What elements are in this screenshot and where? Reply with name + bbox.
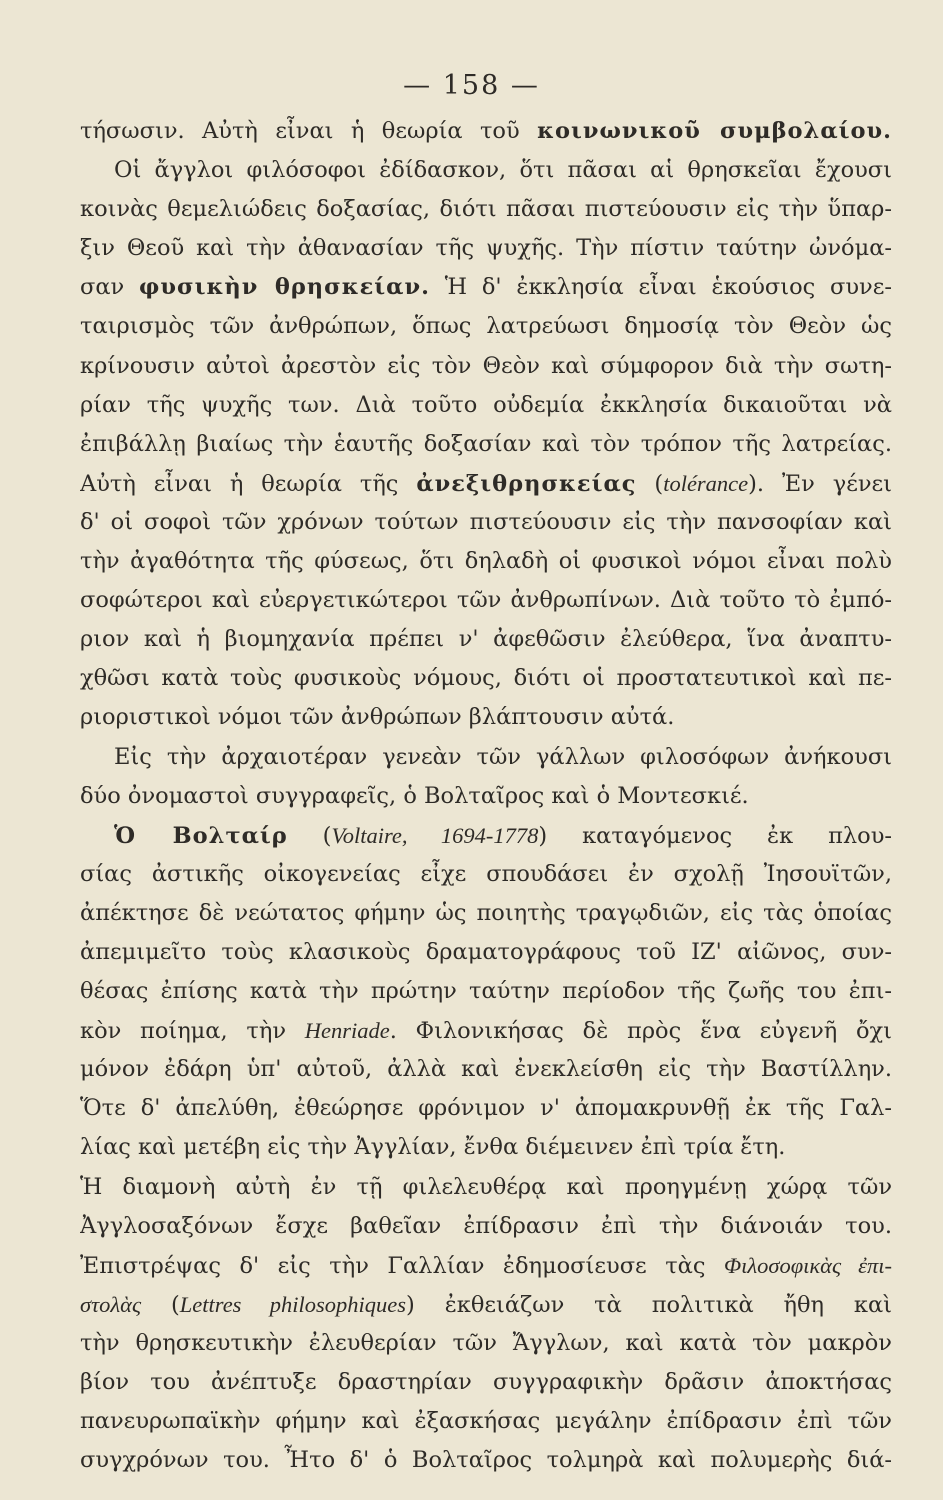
italic-term: Henriade bbox=[304, 1018, 390, 1044]
text-line bbox=[80, 1246, 892, 1285]
text-segment: κοινὰς θεμελιώδεις δοξασίας, διότι πᾶσαι πιστεύουσιν εἰς τὴν ὕπαρ- bbox=[80, 196, 892, 223]
text-segment: Εἰς τὴν ἀρχαιοτέραν γενεὰν τῶν γάλλων φιλοσόφων ἀνήκουσι bbox=[114, 743, 892, 770]
text-line bbox=[80, 894, 892, 933]
text-segment: μόνον ἐδάρη ὑπ' αὐτοῦ, ἀλλὰ καὶ ἐνεκλείσθη εἰς τὴν Βαστίλλην. bbox=[80, 1056, 892, 1083]
text-segment: σίας ἀστικῆς οἰκογενείας εἶχε σπουδάσει ἐν σχολῇ Ἰησουϊτῶν, bbox=[80, 860, 892, 887]
text-segment: . Φιλονικήσας δὲ πρὸς ἕνα εὐγενῆ ὄχι bbox=[389, 1018, 892, 1045]
text-segment: δύο ὀνομαστοὶ συγγραφεῖς, ὁ Βολταῖρος καὶ ὁ Μοντεσκιέ. bbox=[80, 782, 749, 809]
text-segment: ριον καὶ ἡ βιομηχανία πρέπει ν' ἀφεθῶσιν ἐλεύθερα, ἵνα ἀναπτυ- bbox=[80, 626, 892, 653]
text-line bbox=[80, 190, 892, 229]
text-segment: ( bbox=[141, 1291, 180, 1318]
text-line bbox=[80, 542, 892, 581]
text-line bbox=[80, 777, 892, 816]
text-line bbox=[80, 620, 892, 659]
text-line bbox=[80, 581, 892, 620]
spaced-term: Ὁ Βολταίρ bbox=[114, 822, 288, 849]
text-line bbox=[80, 816, 892, 855]
text-line bbox=[80, 464, 892, 503]
text-line bbox=[80, 1285, 892, 1324]
text-segment: χθῶσι κατὰ τοὺς φυσικοὺς νόμους, διότι οἱ προστατευτικοὶ καὶ πε- bbox=[80, 665, 892, 692]
text-line bbox=[80, 972, 892, 1011]
text-line bbox=[80, 1207, 892, 1246]
text-line bbox=[80, 698, 892, 737]
text-segment: ἀπέκτησε δὲ νεώτατος φήμην ὡς ποιητὴς τραγῳδιῶν, εἰς τὰς ὁποίας bbox=[80, 899, 892, 926]
text-line bbox=[80, 1128, 892, 1167]
text-line bbox=[80, 425, 892, 464]
italic-term: Lettres philosophiques bbox=[179, 1291, 407, 1317]
text-segment: ). Ἐν γένει bbox=[748, 470, 892, 497]
text-segment: ταιρισμὸς τῶν ἀνθρώπων, ὅπως λατρεύωσι δημοσίᾳ τὸν Θεὸν ὡς bbox=[80, 313, 892, 340]
text-segment: συγχρόνων του. Ἦτο δ' ὁ Βολταῖρος τολμηρὰ καὶ πολυμερὴς διά- bbox=[80, 1447, 892, 1474]
text-line bbox=[80, 112, 892, 151]
text-line bbox=[80, 503, 892, 542]
text-line bbox=[80, 307, 892, 346]
text-segment: ) καταγόμενος ἐκ πλου- bbox=[538, 822, 892, 849]
text-segment: τήσωσιν. Αὐτὴ εἶναι ἡ θεωρία τοῦ bbox=[80, 118, 538, 144]
text-segment: κὸν ποίημα, τὴν bbox=[80, 1018, 305, 1045]
text-segment: Ἐπιστρέψας δ' εἰς τὴν Γαλλίαν ἐδημοσίευσε τὰς bbox=[80, 1252, 724, 1279]
italic-term: tolérance bbox=[663, 470, 749, 496]
text-segment: ρίαν τῆς ψυχῆς των. Διὰ τοῦτο οὐδεμία ἐκκλησία δικαιοῦται νὰ bbox=[80, 391, 892, 418]
text-line bbox=[80, 1011, 892, 1050]
text-segment: ) ἐκθειάζων τὰ πολιτικὰ ἤθη καὶ bbox=[406, 1291, 892, 1318]
text-line bbox=[80, 1441, 892, 1480]
text-segment: δ' οἱ σοφοὶ τῶν χρόνων τούτων πιστεύουσιν εἰς τὴν πανσοφίαν καὶ bbox=[80, 508, 892, 535]
text-segment: ( bbox=[636, 470, 664, 497]
text-segment: ξιν Θεοῦ καὶ τὴν ἀθανασίαν τῆς ψυχῆς. Τὴν πίστιν ταύτην ὠνόμα- bbox=[80, 235, 892, 262]
text-line bbox=[80, 1402, 892, 1441]
text-segment: σαν bbox=[80, 274, 140, 301]
spaced-term: ἀνεξιθρησκείας bbox=[416, 470, 637, 497]
text-segment: τὴν ἀγαθότητα τῆς φύσεως, ὅτι δηλαδὴ οἱ φυσικοὶ νόμοι εἶναι πολὺ bbox=[80, 548, 892, 575]
text-segment: Αὐτὴ εἶναι ἡ θεωρία τῆς bbox=[80, 470, 417, 497]
spaced-term: κοινωνικοῦ συμβολαίου. bbox=[537, 118, 892, 144]
text-line bbox=[80, 1363, 892, 1402]
text-segment: Οἱ ἄγγλοι φιλόσοφοι ἐδίδασκον, ὅτι πᾶσαι αἱ θρησκεῖαι ἔχουσι bbox=[114, 157, 892, 184]
body-text bbox=[80, 112, 892, 1480]
spaced-term: φυσικὴν θρησκείαν. bbox=[139, 274, 430, 301]
text-line bbox=[80, 1089, 892, 1128]
text-line bbox=[80, 1324, 892, 1363]
text-line bbox=[80, 1050, 892, 1089]
italic-term: στολὰς bbox=[80, 1291, 142, 1317]
text-line bbox=[80, 229, 892, 268]
text-segment: πανευρωπαϊκὴν φήμην καὶ ἐξασκήσας μεγάλην ἐπίδρασιν ἐπὶ τῶν bbox=[80, 1408, 892, 1435]
text-line bbox=[80, 268, 892, 307]
text-segment: Ἀγγλοσαξόνων ἔσχε βαθεῖαν ἐπίδρασιν ἐπὶ τὴν διάνοιάν του. bbox=[80, 1212, 892, 1239]
italic-term: Voltaire, 1694-1778 bbox=[331, 822, 539, 848]
text-segment: τὴν θρησκευτικὴν ἐλευθερίαν τῶν Ἄγγλων, καὶ κατὰ τὸν μακρὸν bbox=[80, 1329, 892, 1356]
text-segment: βίον του ἀνέπτυξε δραστηρίαν συγγραφικὴν δρᾶσιν ἀποκτήσας bbox=[80, 1369, 892, 1395]
text-segment: σοφώτεροι καὶ εὐεργετικώτεροι τῶν ἀνθρωπίνων. Διὰ τοῦτο τὸ ἐμπό- bbox=[80, 587, 892, 614]
text-line bbox=[80, 933, 892, 972]
text-segment: ριοριστικοὶ νόμοι τῶν ἀνθρώπων βλάπτουσιν αὐτά. bbox=[80, 704, 675, 731]
text-line bbox=[80, 1168, 892, 1207]
text-segment: ἀπεμιμεῖτο τοὺς κλασικοὺς δραματογράφους τοῦ ΙΖ' αἰῶνος, συν- bbox=[80, 938, 892, 965]
text-line bbox=[80, 855, 892, 894]
text-segment: ( bbox=[287, 822, 332, 849]
text-line bbox=[80, 386, 892, 425]
text-line bbox=[80, 659, 892, 698]
text-segment: ἐπιβάλλῃ βιαίως τὴν ἑαυτῆς δοξασίαν καὶ τὸν τρόπον τῆς λατρείας. bbox=[80, 430, 892, 457]
page-number: — 158 — bbox=[403, 70, 540, 101]
text-segment: Ὅτε δ' ἀπελύθη, ἐθεώρησε φρόνιμον ν' ἀπομακρυνθῇ ἐκ τῆς Γαλ- bbox=[80, 1095, 892, 1122]
text-segment: κρίνουσιν αὐτοὶ ἀρεστὸν εἰς τὸν Θεὸν καὶ σύμφορον διὰ τὴν σωτη- bbox=[80, 352, 892, 379]
text-segment: Ἡ διαμονὴ αὐτὴ ἐν τῇ φιλελευθέρᾳ καὶ προηγμένῃ χώρᾳ τῶν bbox=[80, 1173, 892, 1200]
text-segment: θέσας ἐπίσης κατὰ τὴν πρώτην ταύτην περίοδον τῆς ζωῆς του ἐπι- bbox=[80, 978, 892, 1005]
text-segment: Ἡ δ' ἐκκλησία εἶναι ἑκούσιος συνε- bbox=[429, 274, 892, 301]
text-line bbox=[80, 151, 892, 190]
text-line bbox=[80, 347, 892, 386]
text-line bbox=[80, 738, 892, 777]
text-segment: λίας καὶ μετέβη εἰς τὴν Ἀγγλίαν, ἔνθα διέμεινεν ἐπὶ τρία ἔτη. bbox=[80, 1134, 786, 1161]
italic-term: Φιλοσοφικὰς ἐπι- bbox=[723, 1252, 892, 1278]
